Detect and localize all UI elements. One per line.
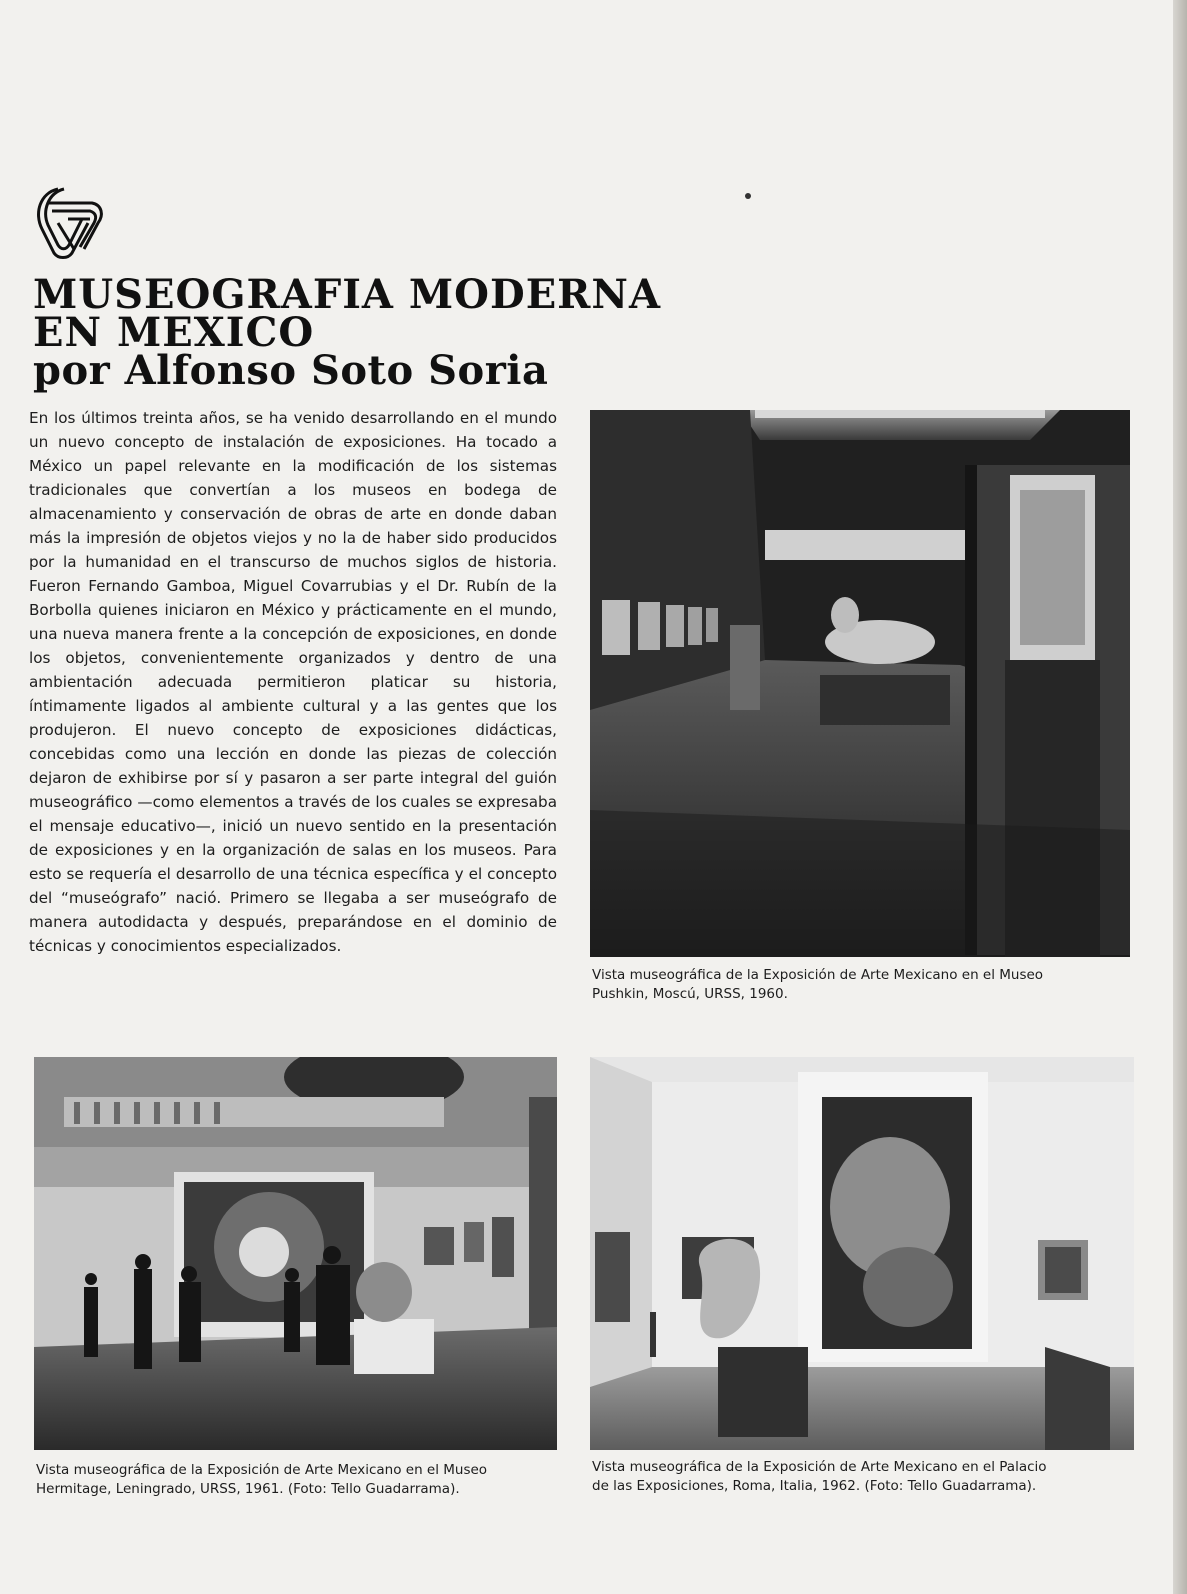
title-line-2: EN MEXICO	[33, 309, 315, 356]
page-edge-shadow	[1173, 0, 1187, 1594]
photo-roma-gallery	[590, 1057, 1134, 1450]
print-speck	[745, 193, 751, 199]
caption-roma: Vista museográfica de la Exposición de Arte Mexicano en el Palacio de las Exposiciones, Roma, Italia, 1962. (Foto: Tello Guadarrama).	[592, 1459, 1047, 1494]
article-body: En los últimos treinta años, se ha venido desarrollando en el mundo un nuevo concepto de instalación de exposiciones. Ha tocado a México un papel relevante en la modificación de los sistemas tradicionales que convertían a los museos en bodega de almacenamiento y conservación de obras de arte en donde daban más la impresión de objetos viejos y no la de haber sido producidos por la humanidad en el transcurso de muchos siglos de historia. Fueron Fernando Gamboa, Miguel Covarrubias y el Dr. Rubín de la Borbolla quienes iniciaron en México y prácticamente en el mundo, una nueva manera frente a la concepción de exposiciones, en donde los objetos, convenientemente organizados y dentro de una ambientación adecuada permitieron platicar su historia, íntimamente ligados al ambiente cultural y a las gentes que los produjeron. El nuevo concepto de exposiciones didácticas, concebidas como una lección en donde las piezas de colección dejaron de exhibirse por sí y pasaron a ser parte integral del guión museográfico —como elementos a través de los cuales se expresaba el mensaje educativo—, inició un nuevo sentido en la presentación de exposiciones y en la organización de salas en los museos. Para esto se requería el desarrollo de una técnica específica y el concepto del “museógrafo” nació. Primero se llegaba a ser museógrafo de manera autodidacta y después, preparándose en el dominio de técnicas y conocimientos especializados.	[29, 409, 557, 955]
photo-hermitage-hall	[34, 1057, 557, 1450]
author-line: por Alfonso Soto Soria	[33, 347, 549, 394]
caption-hermitage: Vista museográfica de la Exposición de Arte Mexicano en el Museo Hermitage, Leningrado, URSS, 1961. (Foto: Tello Guadarrama).	[36, 1462, 488, 1497]
article-title	[33, 271, 662, 394]
photo-pushkin-gallery	[590, 410, 1130, 957]
title-line-1: MUSEOGRAFIA MODERNA	[33, 271, 662, 318]
interlocked-loop-logo-icon	[28, 183, 108, 263]
caption-pushkin: Vista museográfica de la Exposición de Arte Mexicano en el Museo Pushkin, Moscú, URSS, 1960.	[592, 967, 1044, 1002]
